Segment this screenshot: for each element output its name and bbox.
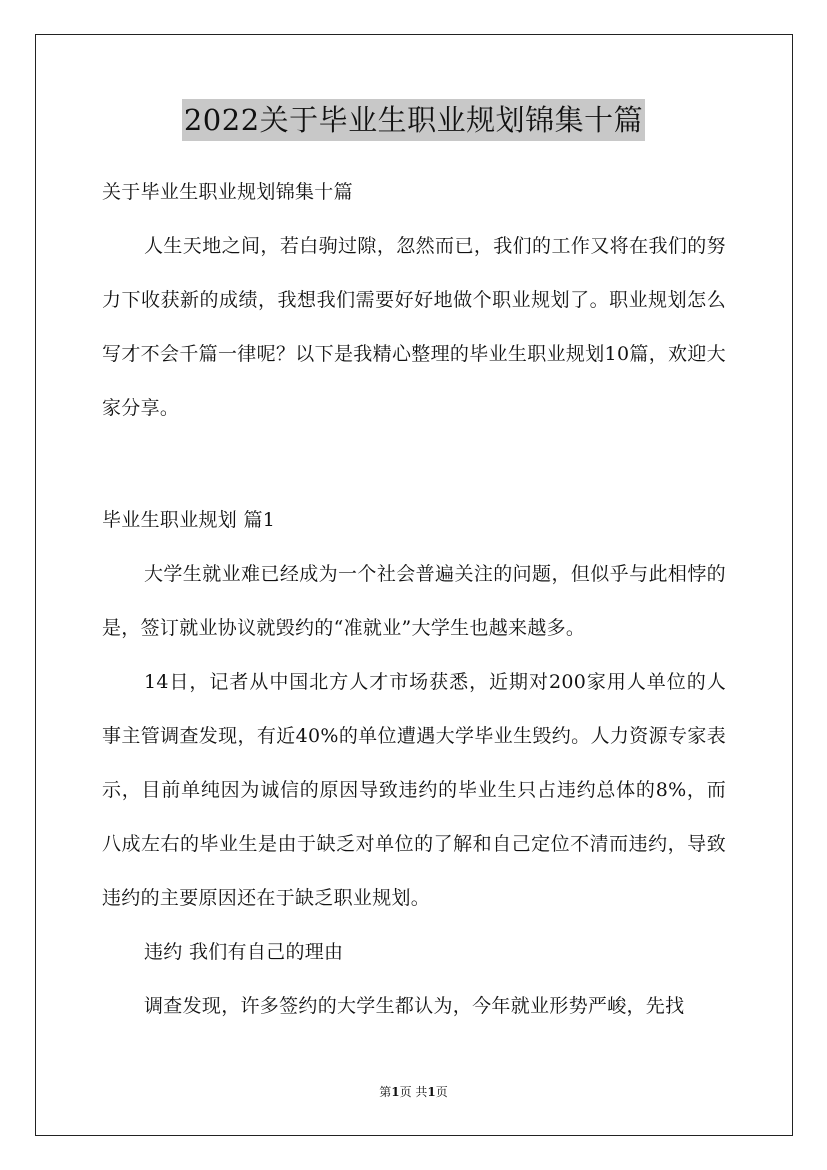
- paragraph-2: 14日，记者从中国北方人才市场获悉，近期对200家用人单位的人事主管调查发现，有近40%的单位遭遇大学毕业生毁约。人力资源专家表示，目前单纯因为诚信的原因导致违约的毕业生只占违约总体的8%，而八成左右的毕业生是由于缺乏对单位的了解和自己定位不清而违约，导致违约的主要原因还在于缺乏职业规划。: [102, 671, 726, 909]
- title-wrap: [0, 99, 827, 141]
- footer-prefix: 第: [379, 1085, 392, 1099]
- page-footer: [0, 1083, 827, 1101]
- footer-page-total: 1: [427, 1085, 436, 1099]
- document-subtitle: 关于毕业生职业规划锦集十篇: [102, 181, 353, 203]
- section-heading: 毕业生职业规划 篇1: [102, 509, 276, 531]
- footer-suffix: 页: [435, 1085, 448, 1099]
- footer-mid: 页 共: [399, 1085, 428, 1099]
- intro-paragraph: 人生天地之间，若白驹过隙，忽然而已，我们的工作又将在我们的努力下收获新的成绩，我想我们需要好好地做个职业规划了。职业规划怎么写才不会千篇一律呢？以下是我精心整理的毕业生职业规划10篇，欢迎大家分享。: [102, 235, 726, 419]
- footer-page-number: 1: [391, 1085, 400, 1099]
- paragraph-3: 违约 我们有自己的理由: [144, 941, 344, 963]
- document-title: 2022关于毕业生职业规划锦集十篇: [182, 99, 645, 141]
- paragraph-4: 调查发现，许多签约的大学生都认为，今年就业形势严峻，先找: [144, 995, 685, 1017]
- paragraph-1: 大学生就业难已经成为一个社会普遍关注的问题，但似乎与此相悖的是，签订就业协议就毁约的“准就业”大学生也越来越多。: [102, 563, 726, 639]
